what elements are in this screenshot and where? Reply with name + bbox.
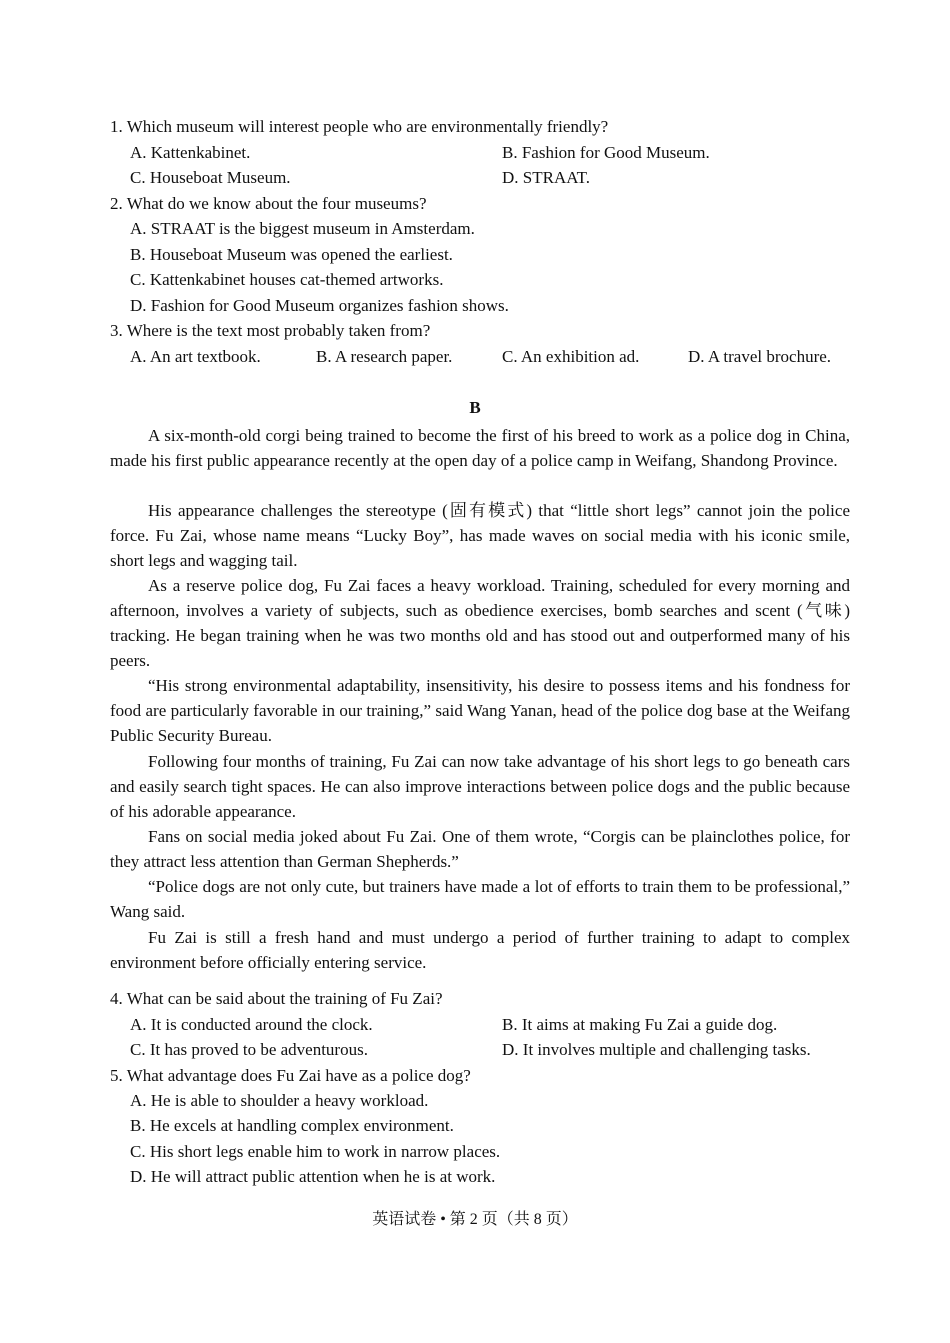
question-3-option-c: C. An exhibition ad. <box>502 347 640 366</box>
question-4-option-a: A. It is conducted around the clock. <box>130 1015 373 1034</box>
passage-paragraph: Fu Zai is still a fresh hand and must undergo a period of further training to adapt to complex environment before officially entering service. <box>110 928 850 973</box>
question-3-stem: 3. Where is the text most probably taken from? <box>110 321 431 340</box>
passage-paragraph: “His strong environmental adaptability, insensitivity, his desire to possess items and his fondness for food are particularly favorable in our training,” said Wang Yanan, head of the police dog base at the Weifang Public Security Bureau. <box>110 676 850 746</box>
question-2-stem: 2. What do we know about the four museums? <box>110 194 427 213</box>
question-3-option-a: A. An art textbook. <box>130 347 261 366</box>
question-5-option-d: D. He will attract public attention when he is at work. <box>130 1167 496 1186</box>
section-b-heading: B <box>469 398 481 417</box>
question-2-option-c: C. Kattenkabinet houses cat-themed artworks. <box>130 270 444 289</box>
question-5-option-b: B. He excels at handling complex environment. <box>130 1116 454 1135</box>
passage-paragraph: Following four months of training, Fu Zai can now take advantage of his short legs to go beneath cars and easily search tight spaces. He can also improve interactions between police dogs and the public because of his adorable appearance. <box>110 752 850 822</box>
passage-paragraph: Fans on social media joked about Fu Zai. One of them wrote, “Corgis can be plainclothes police, for they attract less attention than German Shepherds.” <box>110 827 850 872</box>
question-3-option-d: D. A travel brochure. <box>688 347 832 366</box>
question-5-option-c: C. His short legs enable him to work in narrow places. <box>130 1142 501 1161</box>
passage-paragraph: As a reserve police dog, Fu Zai faces a heavy workload. Training, scheduled for every morning and afternoon, involves a variety of subjects, such as obedience exercises, bomb searches and scent (气味) tracking. He began training when he was two months old and has stood out and outperformed many of his peers. <box>110 576 850 671</box>
question-4-option-b: B. It aims at making Fu Zai a guide dog. <box>502 1015 778 1034</box>
question-1-option-b: B. Fashion for Good Museum. <box>502 143 710 162</box>
passage-paragraph: A six-month-old corgi being trained to become the first of his breed to work as a police dog in China, made his first public appearance recently at the open day of a police camp in Weifang, Shandong Province. <box>110 426 850 471</box>
question-5-option-a: A. He is able to shoulder a heavy workload. <box>130 1091 429 1110</box>
question-5-stem: 5. What advantage does Fu Zai have as a police dog? <box>110 1066 471 1085</box>
question-4-option-c: C. It has proved to be adventurous. <box>130 1040 368 1059</box>
passage-paragraph: His appearance challenges the stereotype (固有模式) that “little short legs” cannot join the police force. Fu Zai, whose name means “Lucky Boy”, has made waves on social media with his iconic smile, short legs and wagging tail. <box>110 501 850 571</box>
question-2-option-b: B. Houseboat Museum was opened the earliest. <box>130 245 453 264</box>
question-4-option-d: D. It involves multiple and challenging tasks. <box>502 1040 811 1059</box>
question-1-option-a: A. Kattenkabinet. <box>130 143 251 162</box>
question-1-option-d: D. STRAAT. <box>502 168 590 187</box>
passage-paragraph: “Police dogs are not only cute, but trainers have made a lot of efforts to train them to be professional,” Wang said. <box>110 877 850 922</box>
question-4-stem: 4. What can be said about the training of Fu Zai? <box>110 989 443 1008</box>
question-2-option-a: A. STRAAT is the biggest museum in Amsterdam. <box>130 219 475 238</box>
page-footer: 英语试卷 • 第 2 页（共 8 页） <box>372 1211 578 1228</box>
question-1-stem: 1. Which museum will interest people who are environmentally friendly? <box>110 117 609 136</box>
question-1-option-c: C. Houseboat Museum. <box>130 168 291 187</box>
question-2-option-d: D. Fashion for Good Museum organizes fashion shows. <box>130 296 509 315</box>
question-3-option-b: B. A research paper. <box>316 347 453 366</box>
